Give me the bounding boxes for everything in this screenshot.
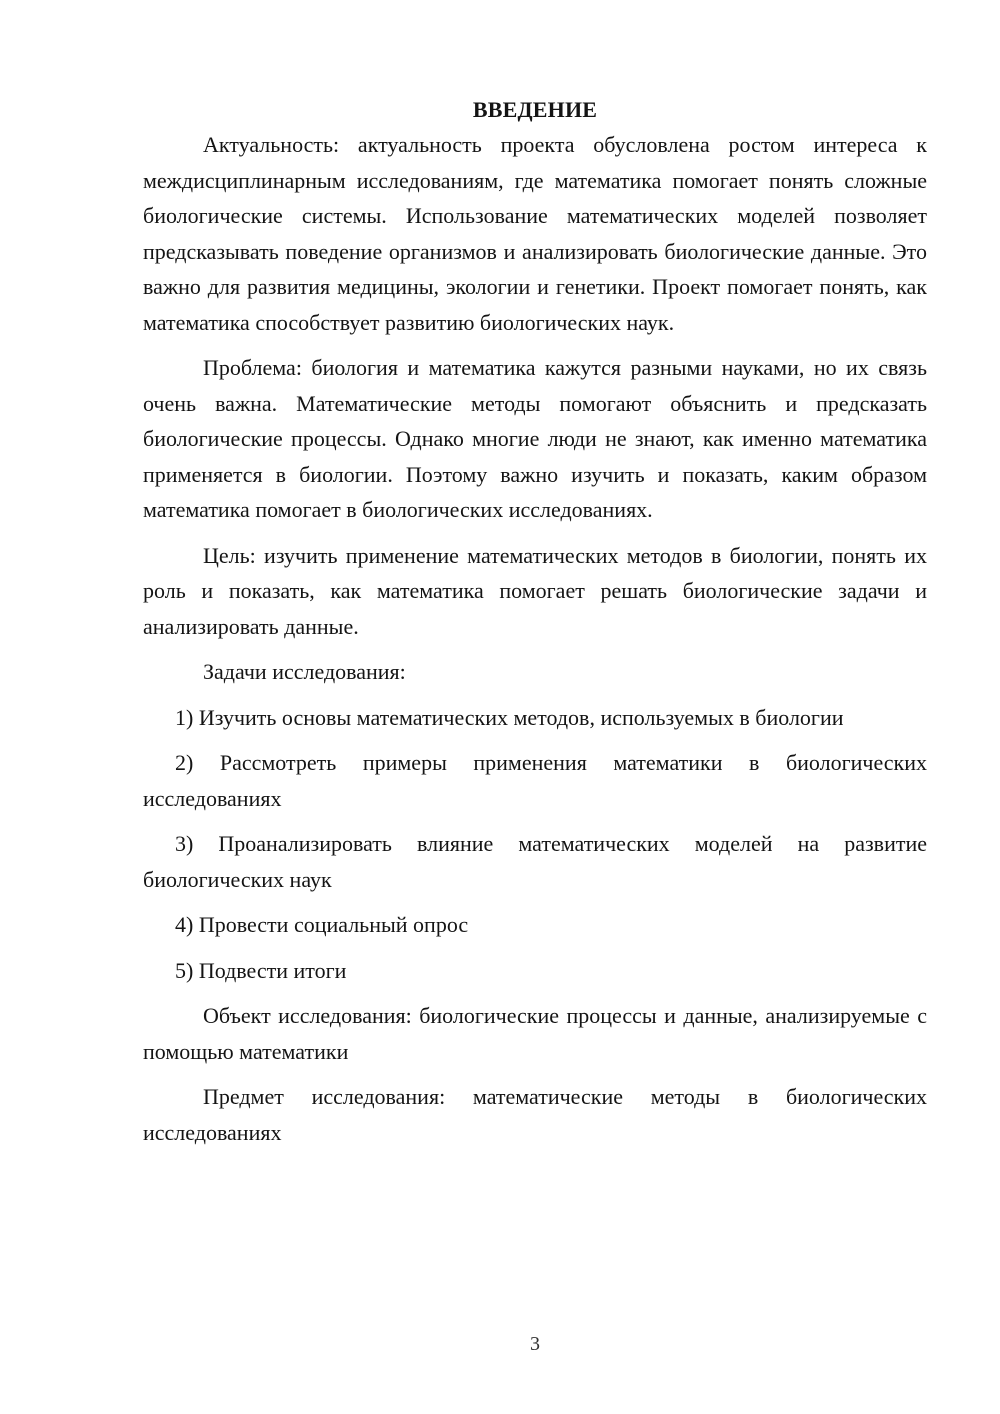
page-number: 3: [530, 1333, 540, 1355]
relevance-paragraph: Актуальность: актуальность проекта обусловлена ростом интереса к междисциплинарным исследованиям, где математика помогает понять сложные биологические системы. Использование математических моделей позволяет предсказывать поведение организмов и анализировать биологические данные. Это важно для развития медицины, экологии и генетики. Проект помогает понять, как математика способствует развитию биологических наук.: [143, 132, 927, 335]
problem-paragraph: Проблема: биология и математика кажутся разными науками, но их связь очень важна. Математические методы помогают объяснить и предсказать биологические процессы. Однако многие люди не знают, как именно математика применяется в биологии. Поэтому важно изучить и показать, каким образом математика помогает в биологических исследованиях.: [143, 355, 927, 522]
tasks-heading: Задачи исследования:: [203, 659, 406, 684]
tasks-list: [143, 700, 927, 989]
task-item: 4) Провести социальный опрос: [175, 912, 469, 937]
goal-paragraph: Цель: изучить применение математических методов в биологии, понять их роль и показать, как математика помогает решать биологические задачи и анализировать данные.: [143, 542, 927, 639]
task-item: 3) Проанализировать влияние математических моделей на развитие биологических наук: [143, 831, 927, 892]
research-object-paragraph: Объект исследования: биологические процессы и данные, анализируемые с помощью математики: [143, 1003, 927, 1064]
task-item: 2) Рассмотреть примеры применения математики в биологических исследованиях: [143, 750, 927, 811]
page-title: ВВЕДЕНИЕ: [472, 97, 598, 122]
document-page: [143, 94, 927, 1160]
research-subject-paragraph: Предмет исследования: математические методы в биологических исследованиях: [143, 1084, 927, 1145]
task-item: 5) Подвести итоги: [175, 957, 347, 983]
task-item: 1) Изучить основы математических методов, используемых в биологии: [175, 704, 844, 730]
